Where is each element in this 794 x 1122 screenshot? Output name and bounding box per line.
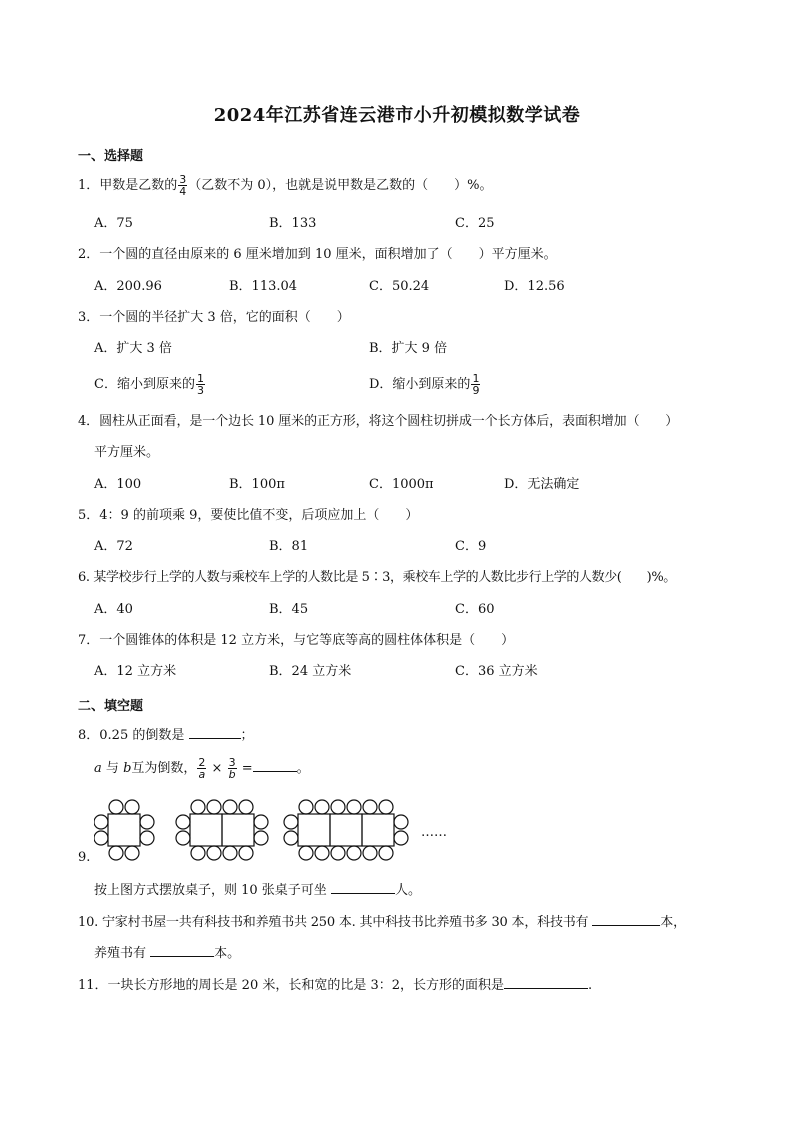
q8-line2-text: 互为倒数， xyxy=(131,761,197,776)
question-4-line-1: 4．圆柱从正面看，是一个边长 10 厘米的正方形，将这个圆柱切拼成一个长方体后，表面积增加（ ） xyxy=(78,414,679,429)
q4-option-b: B．100π xyxy=(229,477,285,492)
q8-var-b: b xyxy=(123,761,132,776)
q1-frac-den: 4 xyxy=(179,185,187,198)
three-tables-group xyxy=(284,800,408,860)
q8-answer-blank-2[interactable] xyxy=(253,758,297,772)
question-2: 2．一个圆的直径由原来的 6 厘米增加到 10 厘米，面积增加了（ ）平方厘米。 xyxy=(78,247,557,262)
section-heading-choice: 一、选择题 xyxy=(78,149,144,164)
q9-text-post: 人。 xyxy=(394,883,421,898)
q6-option-b: B．45 xyxy=(269,602,309,617)
q4-option-a: A．100 xyxy=(94,477,142,492)
question-6: 6. 某学校步行上学的人数与乘校车上学的人数比是 5∶3，乘校车上学的人数比步行上学的人数少( )%。 xyxy=(78,570,676,585)
q1-option-a: A．75 xyxy=(94,216,133,231)
question-10-line-1 xyxy=(78,912,686,933)
q11-answer-blank[interactable] xyxy=(504,975,588,989)
q3-option-c xyxy=(94,373,206,396)
q1-option-c: C．25 xyxy=(455,216,495,231)
q8-frac2-num: 3 xyxy=(228,756,236,769)
question-1 xyxy=(78,174,493,197)
q5-option-b: B．81 xyxy=(269,539,309,554)
q8-frac1-den: a xyxy=(198,768,206,781)
q8-end: 。 xyxy=(296,761,310,776)
question-3: 3．一个圆的半径扩大 3 倍，它的面积（ ） xyxy=(78,310,350,325)
q2-option-a: A．200.96 xyxy=(94,279,162,294)
q8-mid-text: 与 xyxy=(105,761,119,776)
q3d-frac-num: 1 xyxy=(472,372,480,385)
q7-option-a: A．12 立方米 xyxy=(94,664,177,679)
q8-var-a: a xyxy=(94,761,102,776)
q10-line2-pre: 养殖书有 xyxy=(94,946,147,961)
question-10-line-2 xyxy=(94,943,240,964)
question-5: 5．4：9 的前项乘 9，要使比值不变，后项应加上（ ） xyxy=(78,508,419,523)
question-8-line-2 xyxy=(94,757,310,780)
q8-equals: = xyxy=(241,761,253,776)
q3-option-b: B．扩大 9 倍 xyxy=(369,341,448,356)
q1-frac-num: 3 xyxy=(179,173,187,186)
page-title: 2024年江苏省连云港市小升初模拟数学试卷 xyxy=(213,105,581,126)
q3-option-c-text: C．缩小到原来的 xyxy=(94,377,195,392)
q3-option-d-fraction xyxy=(471,373,480,396)
q8-fraction-2 xyxy=(228,757,237,780)
q7-option-c: C．36 立方米 xyxy=(455,664,538,679)
q7-option-b: B．24 立方米 xyxy=(269,664,352,679)
q11-text-pre: 11．一块长方形地的周长是 20 米，长和宽的比是 3：2，长方形的面积是 xyxy=(78,978,505,993)
q5-option-c: C．9 xyxy=(455,539,487,554)
q2-option-d: D．12.56 xyxy=(504,279,565,294)
q3-option-a: A．扩大 3 倍 xyxy=(94,341,172,356)
q4-option-d: D．无法确定 xyxy=(504,477,580,492)
q10-text-pre: 10. 宁家村书屋一共有科技书和养殖书共 250 本. 其中科技书比养殖书多 30 本，科技书有 xyxy=(78,915,589,930)
q4-option-c: C．1000π xyxy=(369,477,434,492)
q8-text-pre: 8．0.25 的倒数是 xyxy=(78,728,185,743)
q3-option-d-text: D．缩小到原来的 xyxy=(369,377,471,392)
question-4-line-2: 平方厘米。 xyxy=(94,445,160,460)
q10-text-mid: 本， xyxy=(660,915,686,930)
q6-option-c: C．60 xyxy=(455,602,495,617)
two-tables-group xyxy=(176,800,268,860)
q3-option-d xyxy=(369,373,481,396)
one-table-group xyxy=(94,800,154,860)
question-9-number: 9. xyxy=(78,850,91,865)
q8-fraction-1 xyxy=(197,757,206,780)
q8-times: × xyxy=(211,761,223,776)
q3c-frac-num: 1 xyxy=(196,372,204,385)
q8-text-post: ； xyxy=(240,728,254,743)
tables-and-chairs-figure xyxy=(94,798,464,866)
q6-option-a: A．40 xyxy=(94,602,133,617)
q1-text-pre: 1．甲数是乙数的 xyxy=(78,178,178,193)
question-7: 7．一个圆锥体的体积是 12 立方米，与它等底等高的圆柱体体积是（ ） xyxy=(78,633,515,648)
q3c-frac-den: 3 xyxy=(196,384,204,397)
section-heading-fill-in: 二、填空题 xyxy=(78,699,144,714)
q11-text-post: . xyxy=(588,978,593,993)
q5-option-a: A．72 xyxy=(94,539,133,554)
continuation-dots: …… xyxy=(421,825,447,840)
q8-frac2-den: b xyxy=(228,768,236,781)
q9-text-pre: 按上图方式摆放桌子，则 10 张桌子可坐 xyxy=(94,883,327,898)
q1-text-post: （乙数不为 0），也就是说甲数是乙数的（ ）%。 xyxy=(188,178,493,193)
question-9-text xyxy=(94,880,421,901)
q9-answer-blank[interactable] xyxy=(331,880,395,894)
q3-option-c-fraction xyxy=(196,373,205,396)
q2-option-c: C．50.24 xyxy=(369,279,430,294)
q10-line2-post: 本。 xyxy=(214,946,241,961)
q1-fraction xyxy=(178,174,187,197)
q1-option-b: B．133 xyxy=(269,216,317,231)
q10-answer-blank-2[interactable] xyxy=(150,943,214,957)
q2-option-b: B．113.04 xyxy=(229,279,298,294)
q8-answer-blank-1[interactable] xyxy=(189,725,241,739)
q8-frac1-num: 2 xyxy=(198,756,206,769)
q10-answer-blank-1[interactable] xyxy=(592,912,660,926)
question-11 xyxy=(78,975,592,996)
question-8-line-1 xyxy=(78,725,254,746)
q3d-frac-den: 9 xyxy=(472,384,480,397)
